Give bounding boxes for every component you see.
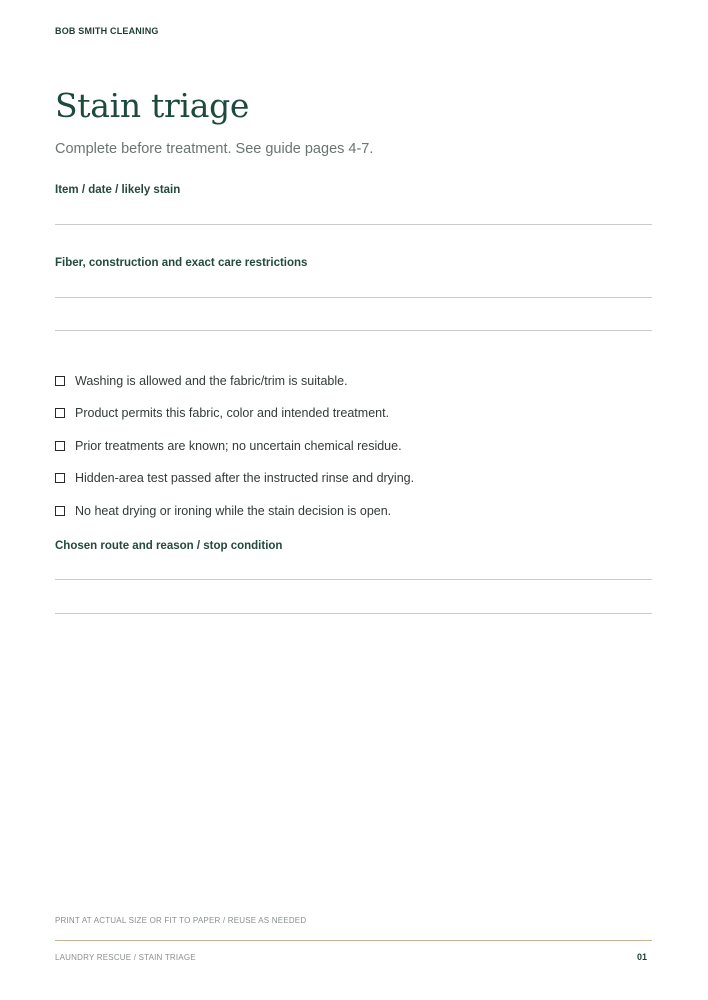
write-line-item[interactable] bbox=[55, 224, 652, 225]
checklist-item-label: Prior treatments are known; no uncertain chemical residue. bbox=[75, 439, 402, 453]
write-line-route-2[interactable] bbox=[55, 613, 652, 614]
checklist-item[interactable] bbox=[55, 373, 348, 389]
worksheet-page bbox=[55, 0, 652, 1000]
checkbox[interactable] bbox=[55, 473, 65, 483]
checklist-item[interactable] bbox=[55, 503, 391, 519]
checkbox[interactable] bbox=[55, 376, 65, 386]
checklist-item-label: Washing is allowed and the fabric/trim is suitable. bbox=[75, 374, 348, 388]
checklist-item-label: Hidden-area test passed after the instructed rinse and drying. bbox=[75, 471, 415, 485]
checklist-item[interactable] bbox=[55, 438, 402, 454]
page-title: Stain triage bbox=[55, 86, 250, 125]
write-line-fiber-1[interactable] bbox=[55, 297, 652, 298]
footer-section: LAUNDRY RESCUE / STAIN TRIAGE bbox=[55, 953, 196, 962]
checklist-item-label: Product permits this fabric, color and intended treatment. bbox=[75, 406, 390, 420]
checkbox[interactable] bbox=[55, 506, 65, 516]
checklist-item-label: No heat drying or ironing while the stain decision is open. bbox=[75, 504, 392, 518]
page-subtitle: Complete before treatment. See guide pages 4-7. bbox=[55, 141, 374, 157]
checklist-item[interactable] bbox=[55, 405, 389, 421]
checkbox[interactable] bbox=[55, 441, 65, 451]
print-note: PRINT AT ACTUAL SIZE OR FIT TO PAPER / REUSE AS NEEDED bbox=[55, 916, 307, 925]
write-line-fiber-2[interactable] bbox=[55, 330, 652, 331]
field-label-item: Item / date / likely stain bbox=[55, 184, 181, 196]
footer-divider bbox=[55, 940, 652, 941]
page-number: 01 bbox=[636, 952, 647, 962]
checklist-item[interactable] bbox=[55, 470, 414, 486]
field-label-route: Chosen route and reason / stop condition bbox=[55, 540, 283, 552]
write-line-route-1[interactable] bbox=[55, 579, 652, 580]
checkbox[interactable] bbox=[55, 408, 65, 418]
field-label-fiber: Fiber, construction and exact care restrictions bbox=[55, 257, 308, 269]
brand-name: BOB SMITH CLEANING bbox=[55, 26, 159, 36]
